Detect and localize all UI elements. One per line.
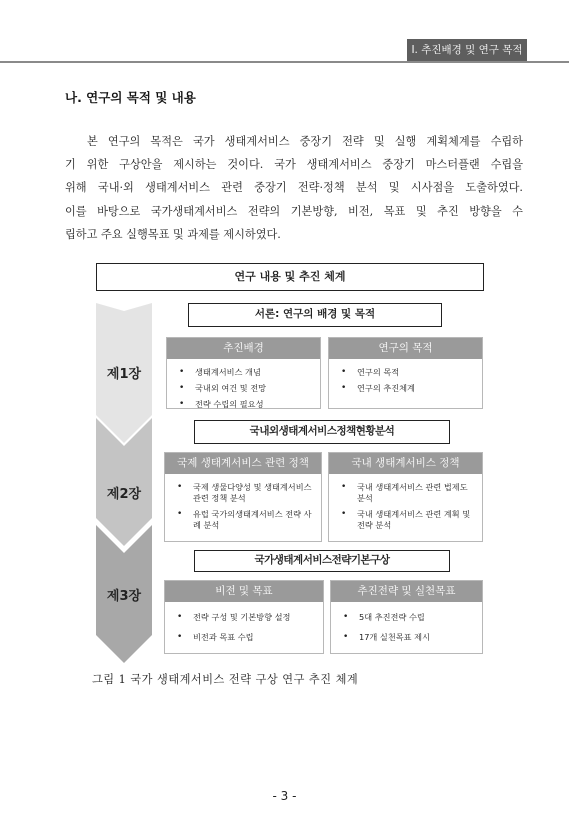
panel-item: • 비전과 목표 수립 <box>177 632 315 643</box>
section-heading: 나. 연구의 목적 및 내용 <box>65 90 196 105</box>
diagram-title: 연구 내용 및 추진 체계 <box>96 263 484 291</box>
panel-item: • 국제 생물다양성 및 생태계서비스 관련 정책 분석 <box>177 482 313 504</box>
panel-item: • 국내 생태계서비스 관련 법제도 분석 <box>341 482 474 504</box>
panel-item: • 국내외 여건 및 전망 <box>179 383 312 394</box>
panel-domestic-policy <box>328 452 483 542</box>
research-framework-diagram <box>96 263 486 658</box>
panel-purpose <box>328 337 483 409</box>
panel-item: • 유럽 국가의생태계서비스 전략 사례 분석 <box>177 509 313 531</box>
panel-item: • 연구의 목적 <box>341 367 474 378</box>
panel-header: 비전 및 목표 <box>165 581 323 602</box>
chapter-tab: Ⅰ. 추진배경 및 연구 목적 <box>407 39 527 61</box>
page-number: - 3 - <box>272 789 297 803</box>
panel-header: 추진전략 및 실천목표 <box>331 581 482 602</box>
chapter-3-label: 제3장 <box>106 589 142 604</box>
chapter-1-label: 제1장 <box>106 367 142 382</box>
body-line: 위해 국내·외 생태계서비스 관련 중장기 전략·정책 분석 및 시사점을 도출하였다. <box>65 181 523 195</box>
panel-item: • 생태계서비스 개념 <box>179 367 312 378</box>
panel-header: 연구의 목적 <box>329 338 482 359</box>
header-rule <box>0 61 569 63</box>
panel-item: • 국내 생태계서비스 관련 계획 및 전략 분석 <box>341 509 474 531</box>
panel-strategy-targets <box>330 580 483 654</box>
panel-item: • 전략 수립의 필요성 <box>179 399 312 410</box>
chapter-2-label: 제2장 <box>106 487 142 502</box>
panel-item: • 5대 추진전략 수립 <box>343 612 474 623</box>
panel-header: 국제 생태계서비스 관련 정책 <box>165 453 321 474</box>
panel-header: 추진배경 <box>167 338 320 359</box>
chapter-3-bar: 국가생태계서비스전략기본구상 <box>194 550 450 572</box>
panel-item: • 전략 구성 및 기본방향 설정 <box>177 612 315 623</box>
panel-item: • 17개 실천목표 제시 <box>343 632 474 643</box>
panel-background <box>166 337 321 409</box>
panel-header: 국내 생태계서비스 정책 <box>329 453 482 474</box>
figure-caption: 그림 1 국가 생태계서비스 전략 구상 연구 추진 체계 <box>92 673 359 686</box>
chapter-2-bar: 국내외생태계서비스정책현황분석 <box>194 420 450 444</box>
panel-item: • 연구의 추진체계 <box>341 383 474 394</box>
body-line: 본 연구의 목적은 국가 생태계서비스 중장기 전략 및 실행 계획체계를 수립하 <box>87 135 523 148</box>
panel-vision-goals <box>164 580 324 654</box>
body-line: 기 위한 구상안을 제시하는 것이다. 국가 생태계서비스 중장기 마스터플랜 수립을 <box>65 158 523 172</box>
body-line: 립하고 주요 실행목표 및 과제를 제시하였다. <box>65 227 281 241</box>
body-line: 이를 바탕으로 국가생태계서비스 전략의 기본방향, 비전, 목표 및 추진 방향을 수 <box>65 204 523 218</box>
body-paragraph <box>65 130 523 246</box>
panel-international-policy <box>164 452 322 542</box>
intro-bar: 서론: 연구의 배경 및 목적 <box>188 303 442 327</box>
